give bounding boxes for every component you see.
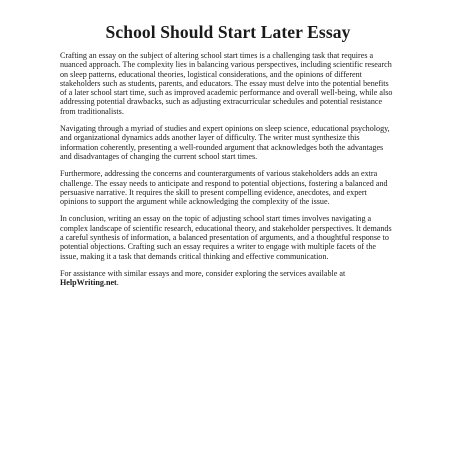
paragraph-1: Crafting an essay on the subject of altering school start times is a challenging task that requires a nuanced approach. The complexity lies in balancing various perspectives, including scientific research on sleep patterns, educational theories, logistical considerations, and the opinions of different stakeholders such as students, parents, and educators. The essay must delve into the potential benefits of a later school start time, such as improved academic performance and overall well-being, while also addressing potential drawbacks, such as adjusting extracurricular schedules and potential resistance from traditionalists. xyxy=(60,51,393,116)
paragraph-4: In conclusion, writing an essay on the topic of adjusting school start times involves navigating a complex landscape of scientific research, educational theory, and stakeholder perspectives. It demands a careful synthesis of information, a balanced presentation of arguments, and a thoughtful response to potential objections. Crafting such an essay requires a writer to engage with multiple facets of the issue, making it a task that demands critical thinking and effective communication. xyxy=(60,214,392,261)
paragraph-2: Navigating through a myriad of studies and expert opinions on sleep science, educational psychology, and organizational dynamics adds another layer of difficulty. The writer must synthesize this information coherently, presenting a well-rounded argument that acknowledges both the advantages and disadvantages of changing the current school start times. xyxy=(60,124,390,161)
closing-text: For assistance with similar essays and more, consider exploring the services available at xyxy=(60,268,346,278)
closing-paragraph xyxy=(60,269,396,288)
helpwriting-link[interactable]: HelpWriting.net xyxy=(60,278,117,288)
document-title: School Should Start Later Essay xyxy=(105,22,351,42)
paragraph-3: Furthermore, addressing the concerns and counterarguments of various stakeholders adds an extra challenge. The essay needs to anticipate and respond to potential objections, fostering a balanced and persuasive narrative. It requires the skill to present compelling evidence, anecdotes, and expert opinions to support the argument while acknowledging the complexity of the issue. xyxy=(60,169,388,207)
document-page xyxy=(60,22,396,288)
closing-punct: . xyxy=(116,278,119,288)
